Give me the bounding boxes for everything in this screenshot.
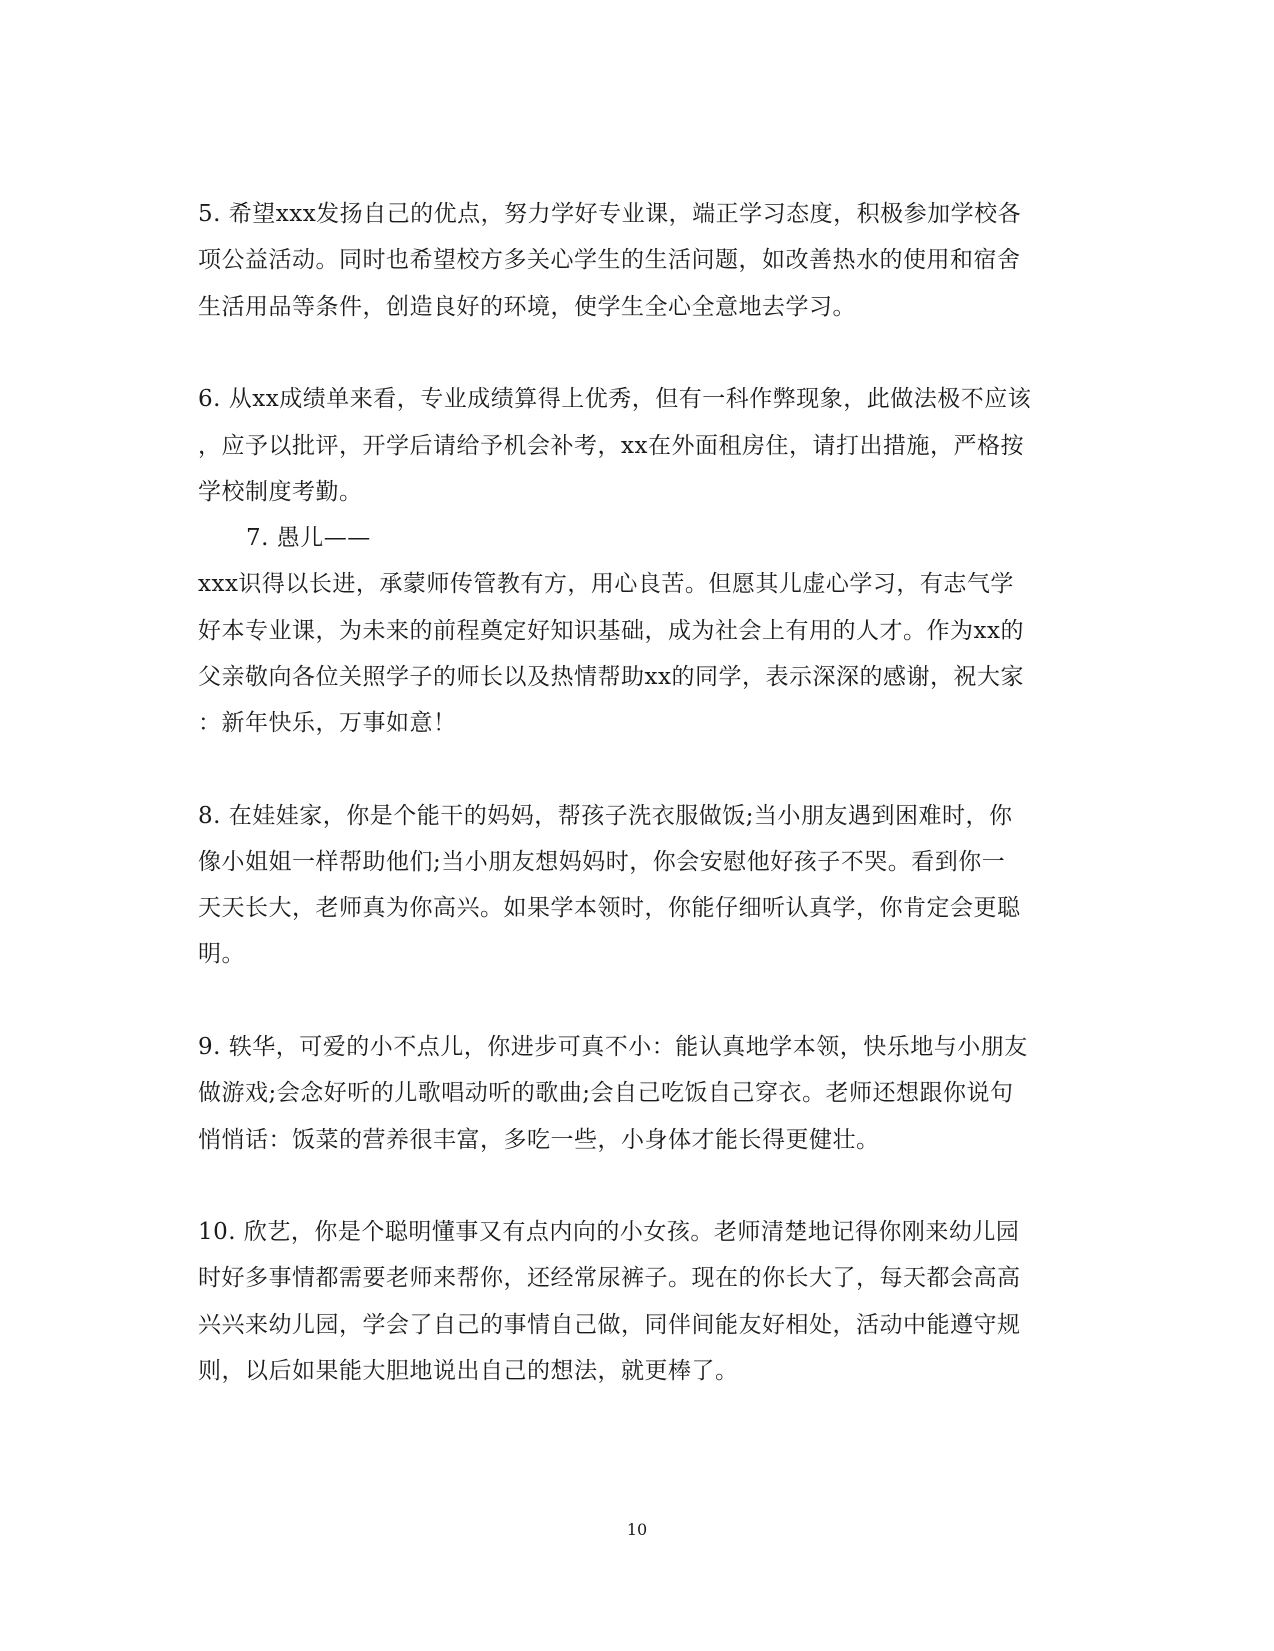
text-line: 明。 bbox=[198, 941, 245, 967]
text-line: 则，以后如果能大胆地说出自己的想法，就更棒了。 bbox=[198, 1358, 739, 1384]
text-line: 项公益活动。同时也希望校方多关心学生的生活问题，如改善热水的使用和宿舍 bbox=[198, 247, 1021, 273]
text-line: xxx识得以长进，承蒙师传管教有方，用心良苦。但愿其儿虚心学习，有志气学 bbox=[198, 571, 1014, 597]
text-line: 生活用品等条件，创造良好的环境，使学生全心全意地去学习。 bbox=[198, 294, 856, 320]
text-line: 10. 欣艺，你是个聪明懂事又有点内向的小女孩。老师清楚地记得你刚来幼儿园 bbox=[198, 1219, 1020, 1245]
text-line: 学校制度考勤。 bbox=[198, 479, 363, 505]
text-line: 6. 从xx成绩单来看，专业成绩算得上优秀，但有一科作弊现象，此做法极不应该 bbox=[198, 386, 1032, 412]
text-line: 时好多事情都需要老师来帮你，还经常尿裤子。现在的你长大了，每天都会高高 bbox=[198, 1265, 1021, 1291]
text-line: 8. 在娃娃家，你是个能干的妈妈，帮孩子洗衣服做饭;当小朋友遇到困难时，你 bbox=[198, 803, 1013, 829]
text-line: 像小姐姐一样帮助他们;当小朋友想妈妈时，你会安慰他好孩子不哭。看到你一 bbox=[198, 849, 1006, 875]
text-line: ：新年快乐，万事如意！ bbox=[198, 710, 457, 736]
text-line: 兴兴来幼儿园，学会了自己的事情自己做，同伴间能友好相处，活动中能遵守规 bbox=[198, 1312, 1021, 1338]
text-line: 5. 希望xxx发扬自己的优点，努力学好专业课，端正学习态度，积极参加学校各 bbox=[198, 201, 1022, 227]
text-line: 好本专业课，为未来的前程奠定好知识基础，成为社会上有用的人才。作为xx的 bbox=[198, 618, 1024, 644]
text-line: 父亲敬向各位关照学子的师长以及热情帮助xx的同学，表示深深的感谢，祝大家 bbox=[198, 664, 1024, 690]
text-line: 悄悄话：饭菜的营养很丰富，多吃一些，小身体才能长得更健壮。 bbox=[198, 1127, 880, 1153]
text-line: 做游戏;会念好听的儿歌唱动听的歌曲;会自己吃饭自己穿衣。老师还想跟你说句 bbox=[198, 1080, 1014, 1106]
text-line: 7. 愚儿—— bbox=[246, 525, 371, 551]
text-line: 天天长大，老师真为你高兴。如果学本领时，你能仔细听认真学，你肯定会更聪 bbox=[198, 895, 1021, 921]
text-line: 9. 轶华，可爱的小不点儿，你进步可真不小：能认真地学本领，快乐地与小朋友 bbox=[198, 1034, 1028, 1060]
text-line: ，应予以批评，开学后请给予机会补考，xx在外面租房住，请打出措施，严格按 bbox=[198, 433, 1024, 459]
page-number: 10 bbox=[626, 1520, 648, 1539]
